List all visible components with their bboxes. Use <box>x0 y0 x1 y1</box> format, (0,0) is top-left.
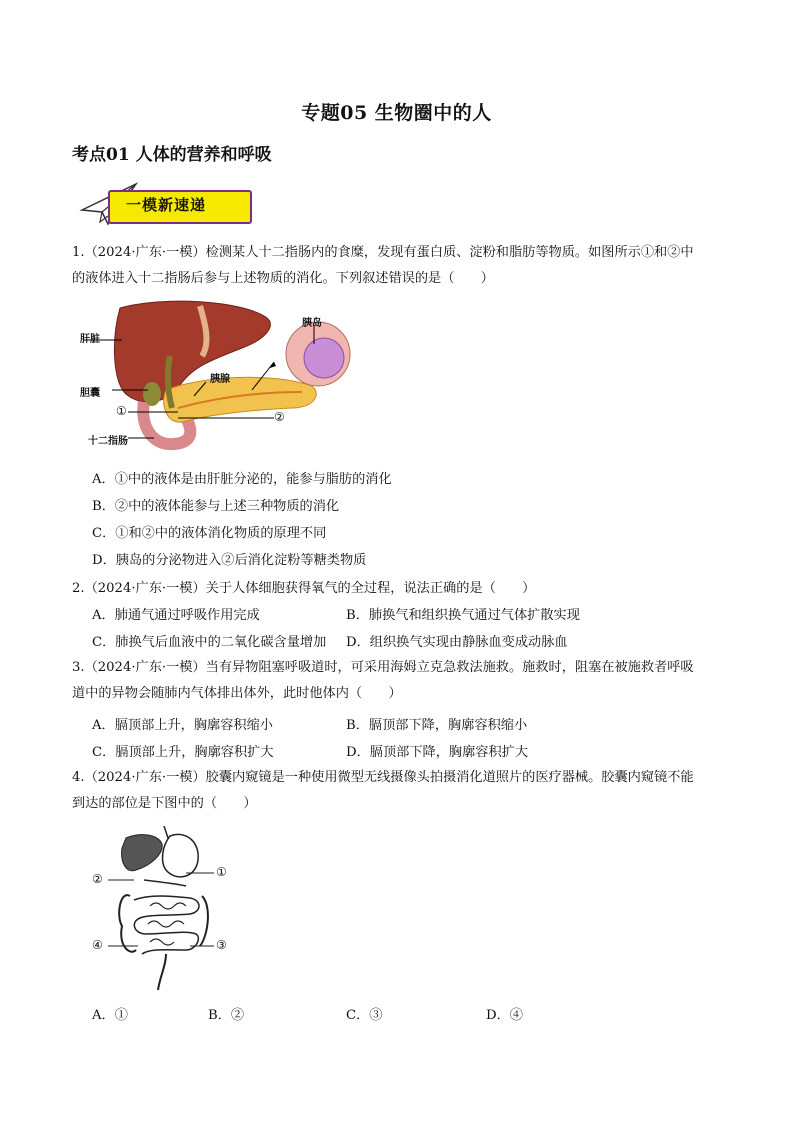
question-2-option-a[interactable]: A．肺通气通过呼吸作用完成 <box>92 608 260 623</box>
question-1-line-2: 的液体进入十二指肠后参与上述物质的消化。下列叙述错误的是（ ） <box>72 271 494 286</box>
label-mark-2: ② <box>274 410 285 424</box>
question-1-option-a[interactable]: A．①中的液体是由肝脏分泌的，能参与脂肪的消化 <box>92 472 392 487</box>
label-liver: 肝脏 <box>80 334 100 345</box>
question-3-option-d[interactable]: D．膈顶部下降，胸廓容积扩大 <box>346 745 529 760</box>
question-4-line-2: 到达的部位是下图中的（ ） <box>72 796 257 811</box>
banner-label: 一模新速递 <box>126 196 207 214</box>
question-2-stem: 2.（2024·广东·一模）关于人体细胞获得氧气的全过程，说法正确的是（ ） <box>72 581 536 596</box>
digestive-system-figure <box>90 826 240 996</box>
section-heading: 考点01 人体的营养和呼吸 <box>72 145 272 165</box>
digestive-gland-figure <box>82 296 362 456</box>
question-4-option-b[interactable]: B．② <box>208 1008 245 1023</box>
label-gallbladder: 胆囊 <box>80 388 100 399</box>
label-3: ③ <box>216 938 227 952</box>
label-mark-1: ① <box>116 404 127 418</box>
question-1-option-c[interactable]: C．①和②中的液体消化物质的原理不同 <box>92 526 327 541</box>
question-3-line-2: 道中的异物会随肺内气体排出体外，此时他体内（ ） <box>72 686 402 701</box>
question-1-stem <box>72 240 732 292</box>
question-3-line-1: 3.（2024·广东·一模）当有异物阻塞呼吸道时，可采用海姆立克急救法施救。施救时，阻塞在被施救者呼吸 <box>72 660 694 675</box>
page-title: 专题05 生物圈中的人 <box>301 102 492 124</box>
label-pancreas: 胰腺 <box>210 374 230 385</box>
question-4-option-d[interactable]: D．④ <box>486 1008 523 1023</box>
question-1-option-b[interactable]: B．②中的液体能参与上述三种物质的消化 <box>92 499 340 514</box>
question-1-line-1: 1.（2024·广东·一模）检测某人十二指肠内的食糜，发现有蛋白质、淀粉和脂肪等物质。如图所示①和②中 <box>72 245 694 260</box>
label-duodenum: 十二指肠 <box>88 436 128 447</box>
section-banner <box>78 180 258 228</box>
question-3-option-a[interactable]: A．膈顶部上升，胸廓容积缩小 <box>92 718 273 733</box>
question-4-stem <box>72 765 732 817</box>
digestive-tract-illustration <box>90 826 240 996</box>
label-2: ② <box>92 872 103 886</box>
question-4-line-1: 4.（2024·广东·一模）胶囊内窥镜是一种使用微型无线摄像头拍摄消化道照片的医疗器械。胶囊内窥镜不能 <box>72 770 694 785</box>
label-1: ① <box>216 865 227 879</box>
question-3-option-b[interactable]: B．膈顶部下降，胸廓容积缩小 <box>346 718 528 733</box>
question-4-option-a[interactable]: A．① <box>92 1008 128 1023</box>
question-2-option-b[interactable]: B．肺换气和组织换气通过气体扩散实现 <box>346 608 580 623</box>
question-2-option-c[interactable]: C．肺换气后血液中的二氧化碳含量增加 <box>92 635 327 650</box>
label-4: ④ <box>92 938 103 952</box>
question-3-stem <box>72 655 732 707</box>
question-4-option-c[interactable]: C．③ <box>346 1008 383 1023</box>
question-2-option-d[interactable]: D．组织换气实现由静脉血变成动脉血 <box>346 635 568 650</box>
label-islet: 胰岛 <box>302 318 322 329</box>
question-1-option-d[interactable]: D．胰岛的分泌物进入②后消化淀粉等糖类物质 <box>92 553 367 568</box>
question-3-option-c[interactable]: C．膈顶部上升，胸廓容积扩大 <box>92 745 274 760</box>
